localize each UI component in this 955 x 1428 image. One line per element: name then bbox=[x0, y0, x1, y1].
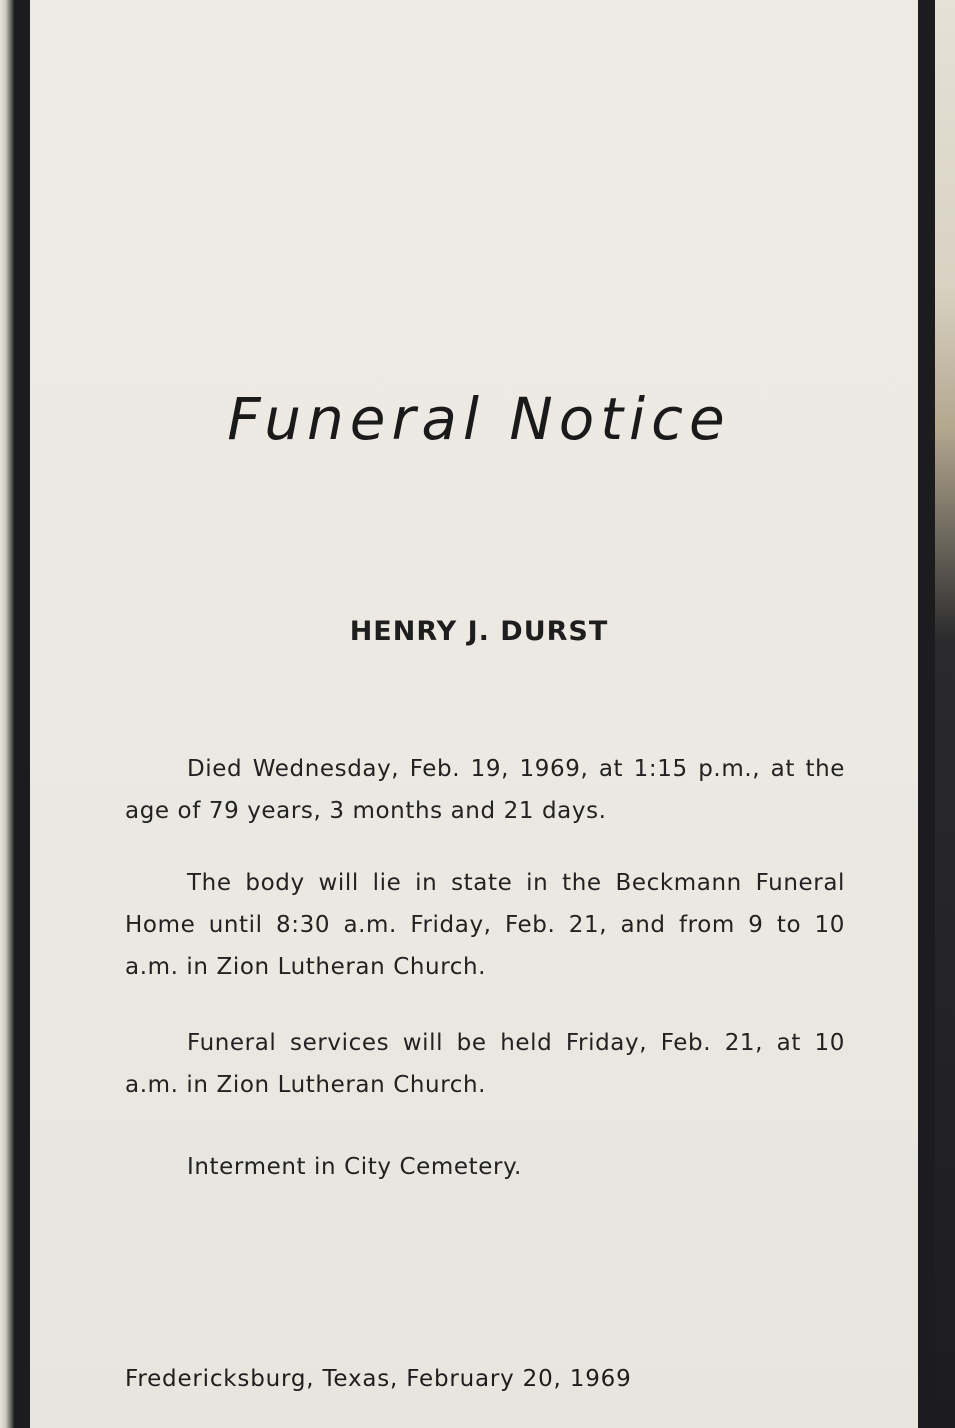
funeral-notice-card bbox=[30, 0, 918, 1428]
left-paper-edge bbox=[0, 0, 14, 1428]
funeral-services-paragraph: Funeral services will be held Friday, Feb. 21, at 10 a.m. in Zion Lutheran Church. bbox=[125, 1030, 845, 1098]
deceased-name: HENRY J. DURST bbox=[349, 616, 609, 647]
death-details-paragraph: Died Wednesday, Feb. 19, 1969, at 1:15 p.m., at the age of 79 years, 3 months and 21 days. bbox=[125, 756, 845, 824]
lie-in-state-paragraph: The body will lie in state in the Beckmann Funeral Home until 8:30 a.m. Friday, Feb. 21, and from 9 to 10 a.m. in Zion Lutheran Church. bbox=[125, 870, 845, 980]
right-paper-edge bbox=[935, 0, 955, 1428]
place-and-date-footer: Fredericksburg, Texas, February 20, 1969 bbox=[125, 1366, 632, 1392]
notice-title: Funeral Notice bbox=[227, 385, 731, 453]
interment-paragraph: Interment in City Cemetery. bbox=[187, 1154, 522, 1180]
